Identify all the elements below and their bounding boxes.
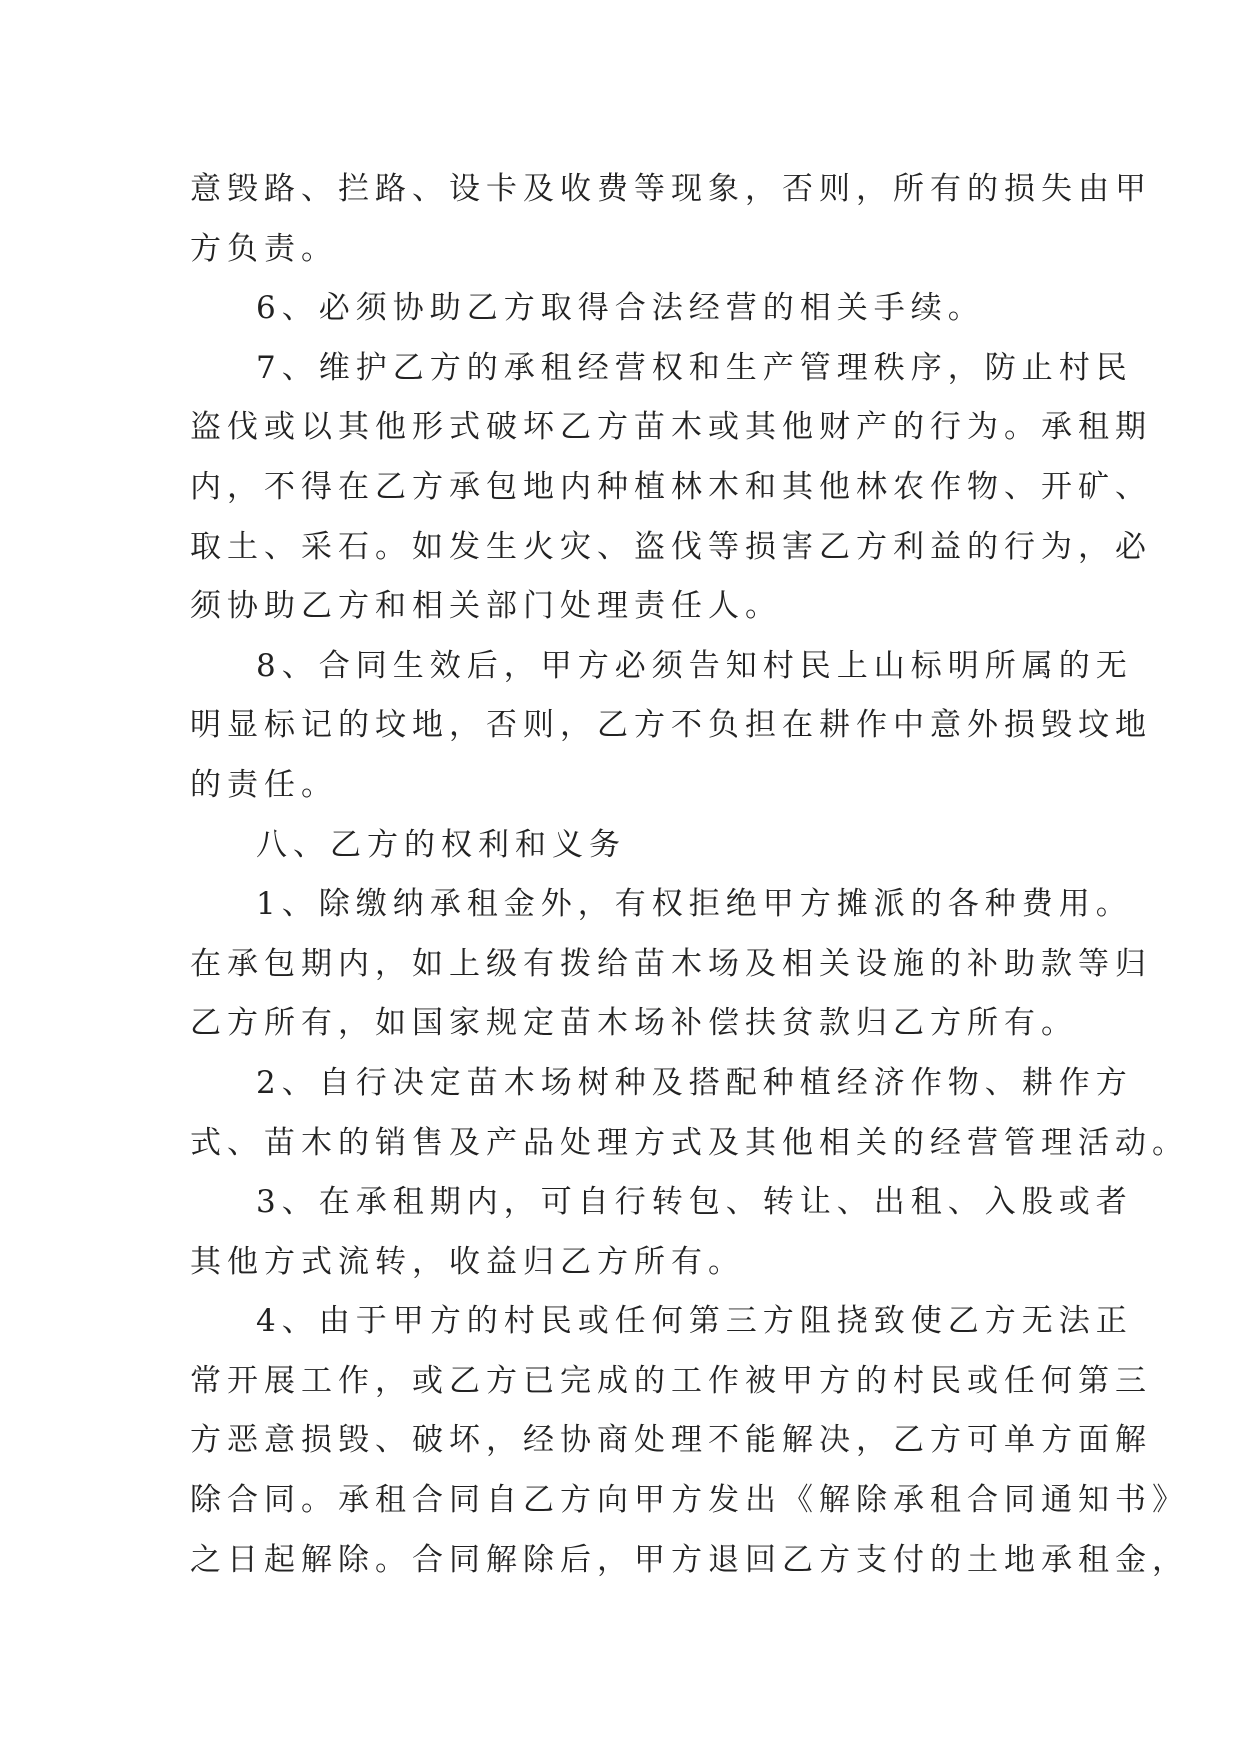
section-heading: 八、乙方的权利和义务 — [256, 826, 626, 863]
text-line: 1、除缴纳承租金外，有权拒绝甲方摊派的各种费用。 — [256, 886, 1133, 923]
text-line: 的责任。 — [190, 766, 338, 803]
text-line: 内，不得在乙方承包地内种植林木和其他林农作物、开矿、 — [190, 468, 1152, 505]
text-line: 3、在承租期内，可自行转包、转让、出租、入股或者 — [256, 1184, 1133, 1221]
text-line: 明显标记的坟地，否则，乙方不负担在耕作中意外损毁坟地 — [190, 707, 1152, 744]
text-line: 取土、采石。如发生火灾、盗伐等损害乙方利益的行为，必 — [190, 528, 1152, 565]
text-line: 8、合同生效后，甲方必须告知村民上山标明所属的无 — [256, 647, 1133, 684]
text-line: 7、维护乙方的承租经营权和生产管理秩序，防止村民 — [256, 349, 1133, 386]
text-line: 6、必须协助乙方取得合法经营的相关手续。 — [256, 290, 985, 327]
text-line: 方负责。 — [190, 230, 338, 267]
text-line: 常开展工作，或乙方已完成的工作被甲方的村民或任何第三 — [190, 1362, 1152, 1399]
document-body — [190, 160, 1189, 1590]
text-line: 须协助乙方和相关部门处理责任人。 — [190, 588, 782, 625]
text-line: 意毁路、拦路、设卡及收费等现象，否则，所有的损失由甲 — [190, 171, 1152, 207]
text-line: 2、自行决定苗木场树种及搭配种植经济作物、耕作方 — [256, 1064, 1133, 1101]
text-line: 式、苗木的销售及产品处理方式及其他相关的经营管理活动。 — [190, 1124, 1189, 1161]
text-line: 方恶意损毁、破坏，经协商处理不能解决，乙方可单方面解 — [190, 1422, 1152, 1459]
text-line: 其他方式流转，收益归乙方所有。 — [190, 1243, 745, 1280]
text-line: 乙方所有，如国家规定苗木场补偿扶贫款归乙方所有。 — [190, 1005, 1078, 1042]
text-line: 在承包期内，如上级有拨给苗木场及相关设施的补助款等归 — [190, 945, 1152, 982]
text-line: 除合同。承租合同自乙方向甲方发出《解除承租合同通知书》 — [190, 1482, 1189, 1519]
text-line: 4、由于甲方的村民或任何第三方阻挠致使乙方无法正 — [256, 1303, 1133, 1340]
text-line: 之日起解除。合同解除后，甲方退回乙方支付的土地承租金， — [190, 1541, 1189, 1578]
text-line: 盗伐或以其他形式破坏乙方苗木或其他财产的行为。承租期 — [190, 409, 1152, 446]
